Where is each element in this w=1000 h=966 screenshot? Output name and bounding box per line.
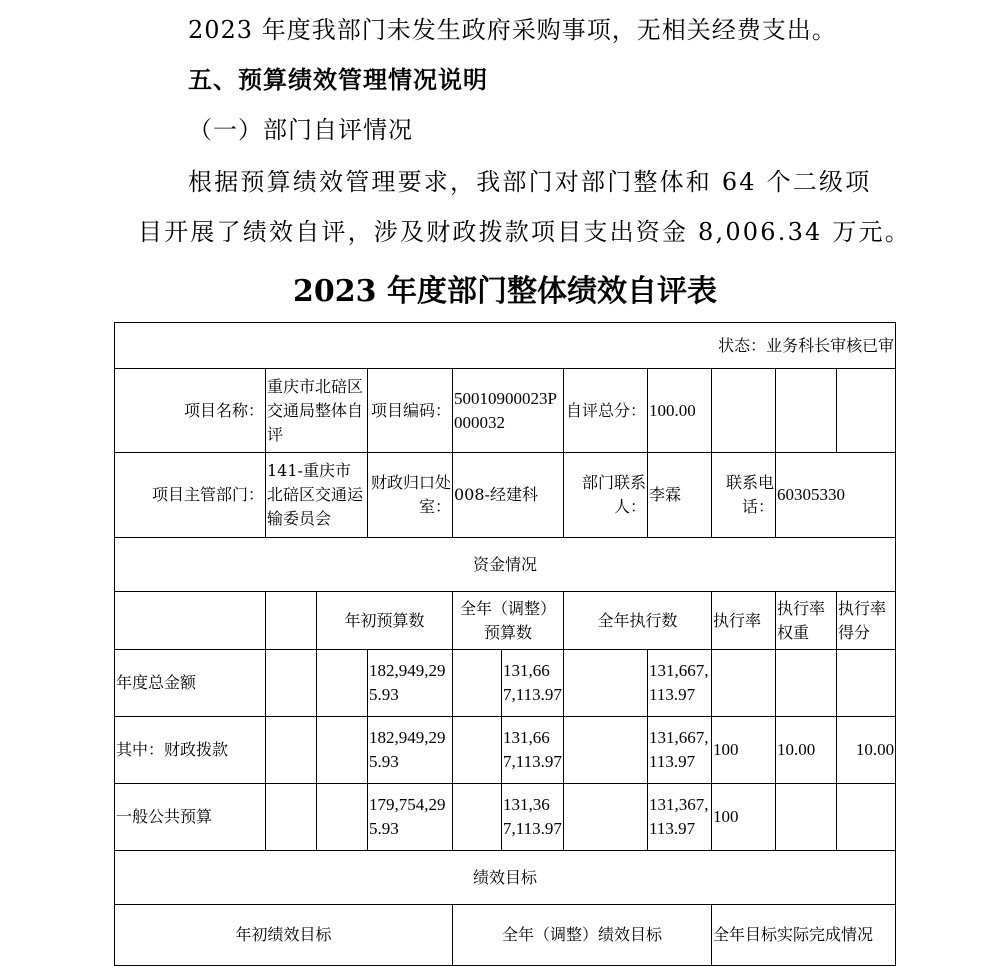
exec-weight-value: 10.00: [776, 717, 837, 784]
performance-evaluation-table: [114, 322, 896, 966]
finance-office-value: 008-经建科: [453, 453, 564, 538]
performance-section-header: 绩效目标: [115, 851, 896, 905]
initial-budget-value: 179,754,295.93: [368, 784, 453, 851]
col-exec-rate: 执行率: [712, 592, 776, 650]
adjusted-budget-value: 131,667,113.97: [502, 650, 564, 717]
row-label: 一般公共预算: [115, 784, 266, 851]
row-label: 其中：财政拨款: [115, 717, 266, 784]
finance-office-label: 财政归口处室：: [368, 453, 453, 538]
col-initial-goal: 年初绩效目标: [115, 905, 453, 966]
contact-label: 部门联系人：: [564, 453, 648, 538]
table-title: 2023 年度部门整体绩效自评表: [293, 274, 717, 309]
col-adjusted-budget: 全年（调整）预算数: [453, 592, 564, 650]
summary-paragraph-line2: 目开展了绩效自评，涉及财政拨款项目支出资金 8,006.34 万元。: [138, 218, 911, 246]
executed-value: 131,367,113.97: [648, 784, 712, 851]
empty-cell: [317, 650, 368, 717]
section-heading: 五、预算绩效管理情况说明: [188, 65, 488, 94]
exec-rate-value: 100: [712, 717, 776, 784]
empty-cell: [712, 369, 776, 453]
project-name-value: 重庆市北碚区交通局整体自评: [266, 369, 368, 453]
empty-cell: [776, 369, 837, 453]
exec-score-value: [837, 650, 896, 717]
empty-cell: [453, 784, 502, 851]
empty-cell: [115, 592, 266, 650]
table-row: [115, 650, 896, 717]
contact-value: 李霖: [648, 453, 712, 538]
project-code-label: 项目编码：: [368, 369, 453, 453]
col-actual-completion: 全年目标实际完成情况: [712, 905, 896, 966]
initial-budget-value: 182,949,295.93: [368, 717, 453, 784]
exec-score-value: 10.00: [837, 717, 896, 784]
summary-paragraph-line1: 根据预算绩效管理要求，我部门对部门整体和 64 个二级项: [188, 168, 872, 196]
empty-cell: [453, 717, 502, 784]
dept-label: 项目主管部门：: [115, 453, 266, 538]
empty-cell: [266, 650, 317, 717]
table-row: [115, 784, 896, 851]
exec-weight-value: [776, 650, 837, 717]
empty-cell: [266, 592, 317, 650]
table-row: [115, 717, 896, 784]
exec-score-value: [837, 784, 896, 851]
col-executed: 全年执行数: [564, 592, 712, 650]
empty-cell: [266, 784, 317, 851]
empty-cell: [564, 717, 648, 784]
status-text: 状态：业务科长审核已审: [718, 335, 895, 355]
exec-rate-value: [712, 650, 776, 717]
empty-cell: [317, 717, 368, 784]
subsection-heading: （一）部门自评情况: [188, 116, 413, 144]
exec-rate-value: 100: [712, 784, 776, 851]
self-score-value: 100.00: [648, 369, 712, 453]
empty-cell: [837, 369, 896, 453]
exec-weight-value: [776, 784, 837, 851]
empty-cell: [317, 784, 368, 851]
phone-label: 联系电话：: [712, 453, 776, 538]
phone-value: 60305330: [776, 453, 896, 538]
empty-cell: [453, 650, 502, 717]
col-exec-weight: 执行率权重: [776, 592, 837, 650]
empty-cell: [564, 784, 648, 851]
procurement-paragraph: 2023 年度我部门未发生政府采购事项，无相关经费支出。: [188, 16, 837, 44]
col-exec-score: 执行率得分: [837, 592, 896, 650]
col-initial-budget: 年初预算数: [317, 592, 453, 650]
empty-cell: [564, 650, 648, 717]
status-cell: [115, 323, 896, 369]
executed-value: 131,667,113.97: [648, 650, 712, 717]
col-adjusted-goal: 全年（调整）绩效目标: [453, 905, 712, 966]
executed-value: 131,667,113.97: [648, 717, 712, 784]
row-label: 年度总金额: [115, 650, 266, 717]
dept-value: 141-重庆市北碚区交通运输委员会: [266, 453, 368, 538]
self-score-label: 自评总分：: [564, 369, 648, 453]
project-name-label: 项目名称：: [115, 369, 266, 453]
empty-cell: [266, 717, 317, 784]
project-code-value: 50010900023P000032: [453, 369, 564, 453]
initial-budget-value: 182,949,295.93: [368, 650, 453, 717]
adjusted-budget-value: 131,667,113.97: [502, 717, 564, 784]
funds-section-header: 资金情况: [115, 538, 896, 592]
adjusted-budget-value: 131,367,113.97: [502, 784, 564, 851]
